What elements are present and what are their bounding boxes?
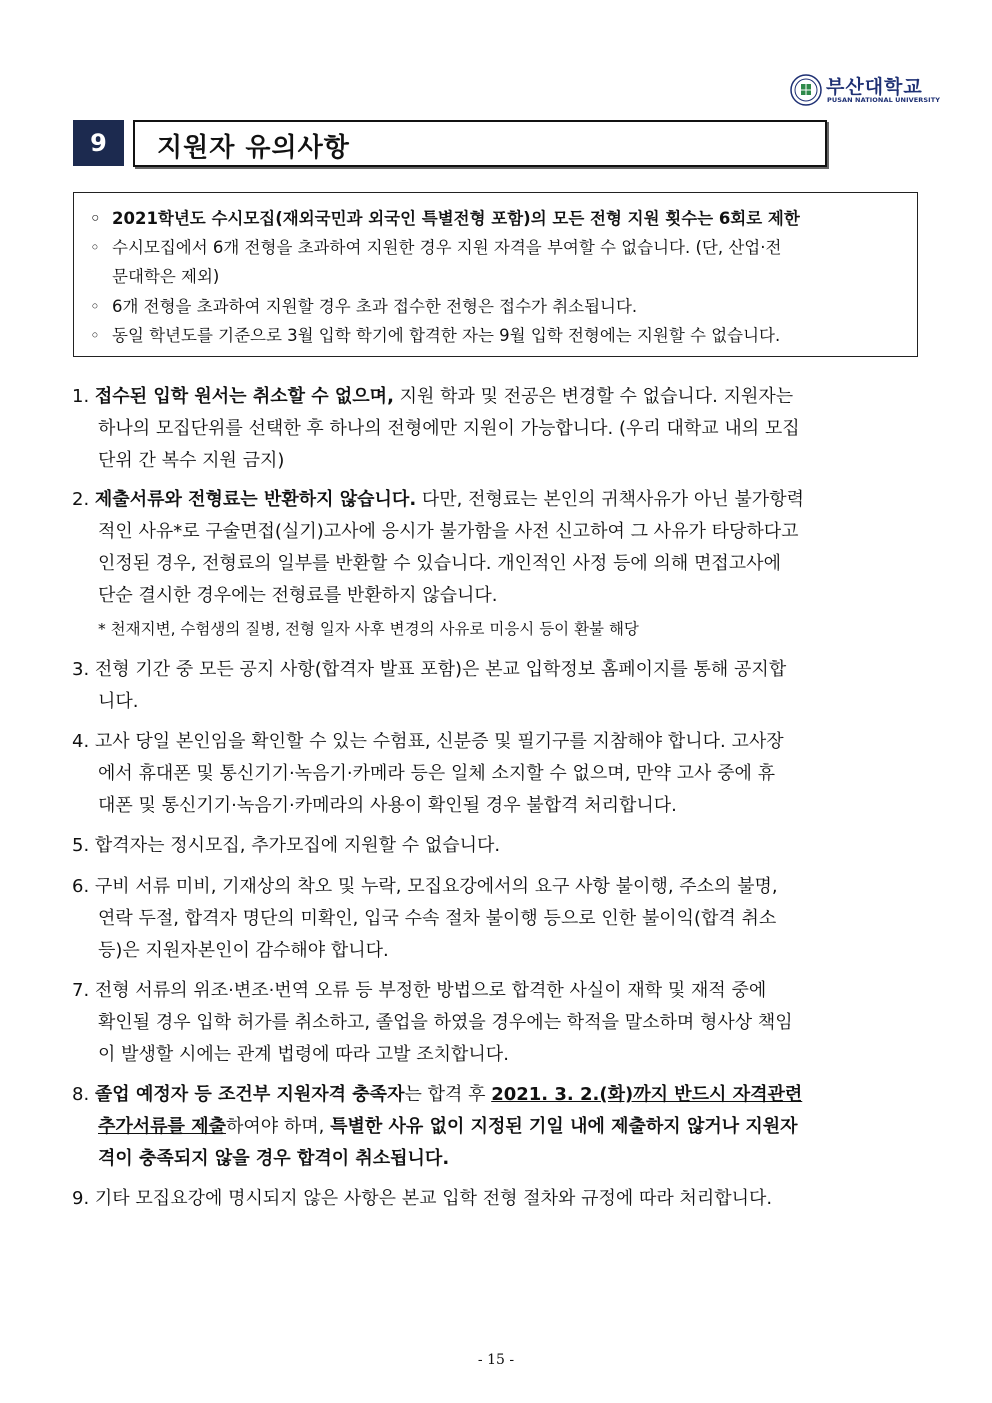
notice-line-1: ◦ 2021학년도 수시모집(재외국민과 외국인 특별전형 포함)의 모든 전형 지원 횟수는 6회로 제한 (90, 209, 800, 228)
university-logo (790, 72, 941, 108)
logo-name-korean: 부산대학교 (826, 76, 923, 98)
logo-name-english: PUSAN NATIONAL UNIVERSITY (827, 96, 941, 104)
section-title-box (133, 120, 827, 167)
bullet-icon: ◦ (90, 209, 101, 228)
item-2-footnote: * 천재지변, 수험생의 질병, 전형 일자 사후 변경의 사유로 미응시 등이 환불 해당 (98, 620, 639, 638)
notice-line-3: ◦ 6개 전형을 초과하여 지원할 경우 초과 접수한 전형은 접수가 취소됩니다. (90, 297, 638, 316)
page-number: - 15 - (477, 1352, 515, 1368)
bullet-icon: ◦ (90, 326, 100, 345)
bullet-icon: ◦ (90, 238, 100, 257)
notice-line-4: ◦ 동일 학년도를 기준으로 3월 입학 학기에 합격한 자는 9월 입학 전형에는 지원할 수 없습니다. (90, 326, 781, 345)
notice-line-2: ◦ 수시모집에서 6개 전형을 초과하여 지원한 경우 지원 자격을 부여할 수 없습니다. (단, 산업·전 (90, 238, 782, 257)
section-number: 9 (73, 120, 124, 166)
university-seal-icon (790, 74, 822, 106)
notice-line-2-cont: 문대학은 제외) (112, 267, 220, 286)
section-title: 지원자 유의사항 (157, 133, 350, 163)
notice-box (73, 192, 918, 357)
bullet-icon: ◦ (90, 297, 100, 316)
